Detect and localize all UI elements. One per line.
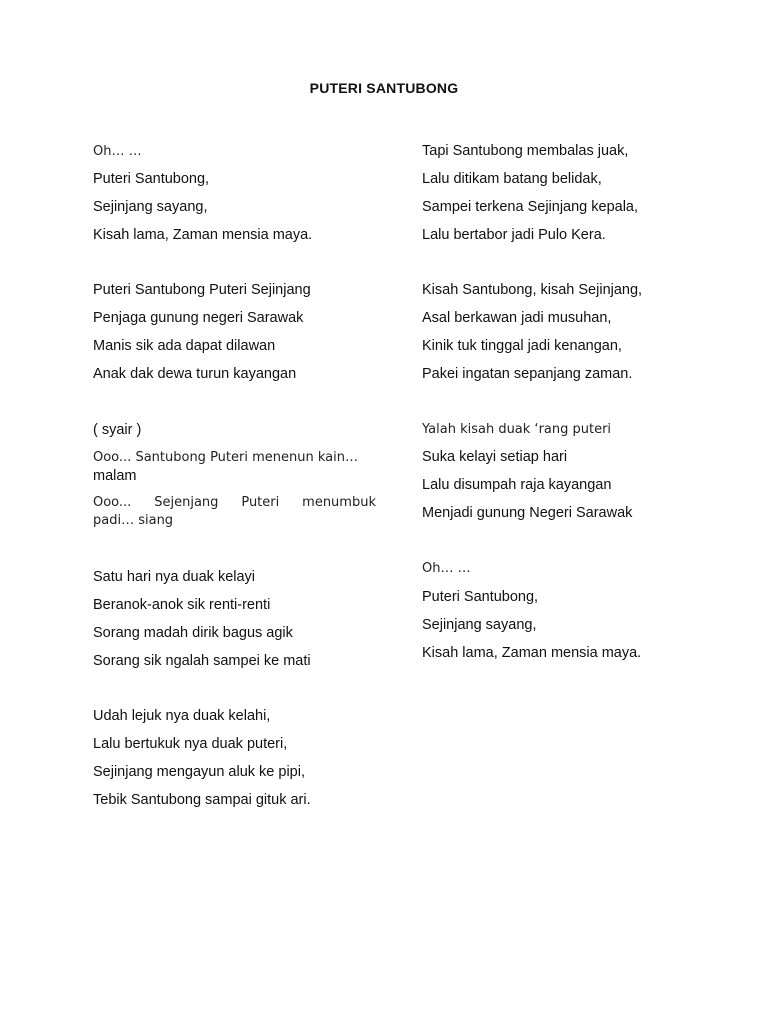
syair-word: menumbuk	[302, 495, 376, 510]
verse-line: Sejinjang sayang,	[93, 199, 208, 215]
verse-line: Anak dak dewa turun kayangan	[93, 366, 297, 382]
verse-line: Satu hari nya duak kelayi	[93, 569, 256, 585]
verse-line: Lalu disumpah raja kayangan	[422, 477, 612, 493]
verse-line: Lalu ditikam batang belidak,	[422, 171, 602, 187]
verse-line: Oh… …	[422, 561, 471, 576]
verse-line: Puteri Santubong Puteri Sejinjang	[93, 282, 311, 298]
syair-line	[93, 494, 376, 512]
syair-word: Sejenjang	[154, 495, 219, 510]
syair-line: Ooo... Santubong Puteri menenun kain…	[93, 450, 358, 465]
verse-line: Menjadi gunung Negeri Sarawak	[422, 505, 633, 521]
verse-line: Penjaga gunung negeri Sarawak	[93, 310, 304, 326]
verse-line: Sorang madah dirik bagus agik	[93, 625, 293, 641]
syair-label: ( syair )	[93, 422, 142, 438]
verse-line: Asal berkawan jadi musuhan,	[422, 310, 612, 326]
verse-line: Kisah lama, Zaman mensia maya.	[422, 645, 642, 661]
verse-line: Beranok-anok sik renti-renti	[93, 597, 271, 613]
syair-line: padi… siang	[93, 513, 174, 528]
verse-line: Tapi Santubong membalas juak,	[422, 143, 629, 159]
verse-line: Pakei ingatan sepanjang zaman.	[422, 366, 633, 382]
verse-line: Sejinjang mengayun aluk ke pipi,	[93, 764, 305, 780]
verse-line: Kisah lama, Zaman mensia maya.	[93, 227, 313, 243]
verse-line: Sampei terkena Sejinjang kepala,	[422, 199, 639, 215]
verse-line: Yalah kisah duak ‘rang puteri	[422, 422, 612, 437]
syair-word: Puteri	[241, 495, 280, 510]
verse-line: Manis sik ada dapat dilawan	[93, 338, 276, 354]
verse-line: Oh… …	[93, 144, 142, 159]
page-title: PUTERI SANTUBONG	[309, 80, 459, 96]
verse-line: Udah lejuk nya duak kelahi,	[93, 708, 271, 724]
verse-line: Puteri Santubong,	[93, 171, 210, 187]
verse-line: Sorang sik ngalah sampei ke mati	[93, 653, 311, 669]
syair-word: Ooo...	[93, 495, 132, 510]
verse-line: Kisah Santubong, kisah Sejinjang,	[422, 282, 643, 298]
syair-line: malam	[93, 468, 137, 484]
verse-line: Kinik tuk tinggal jadi kenangan,	[422, 338, 622, 354]
verse-line: Puteri Santubong,	[422, 589, 539, 605]
verse-line: Suka kelayi setiap hari	[422, 449, 568, 465]
verse-line: Tebik Santubong sampai gituk ari.	[93, 792, 311, 808]
verse-line: Sejinjang sayang,	[422, 617, 537, 633]
verse-line: Lalu bertabor jadi Pulo Kera.	[422, 227, 606, 243]
verse-line: Lalu bertukuk nya duak puteri,	[93, 736, 288, 752]
